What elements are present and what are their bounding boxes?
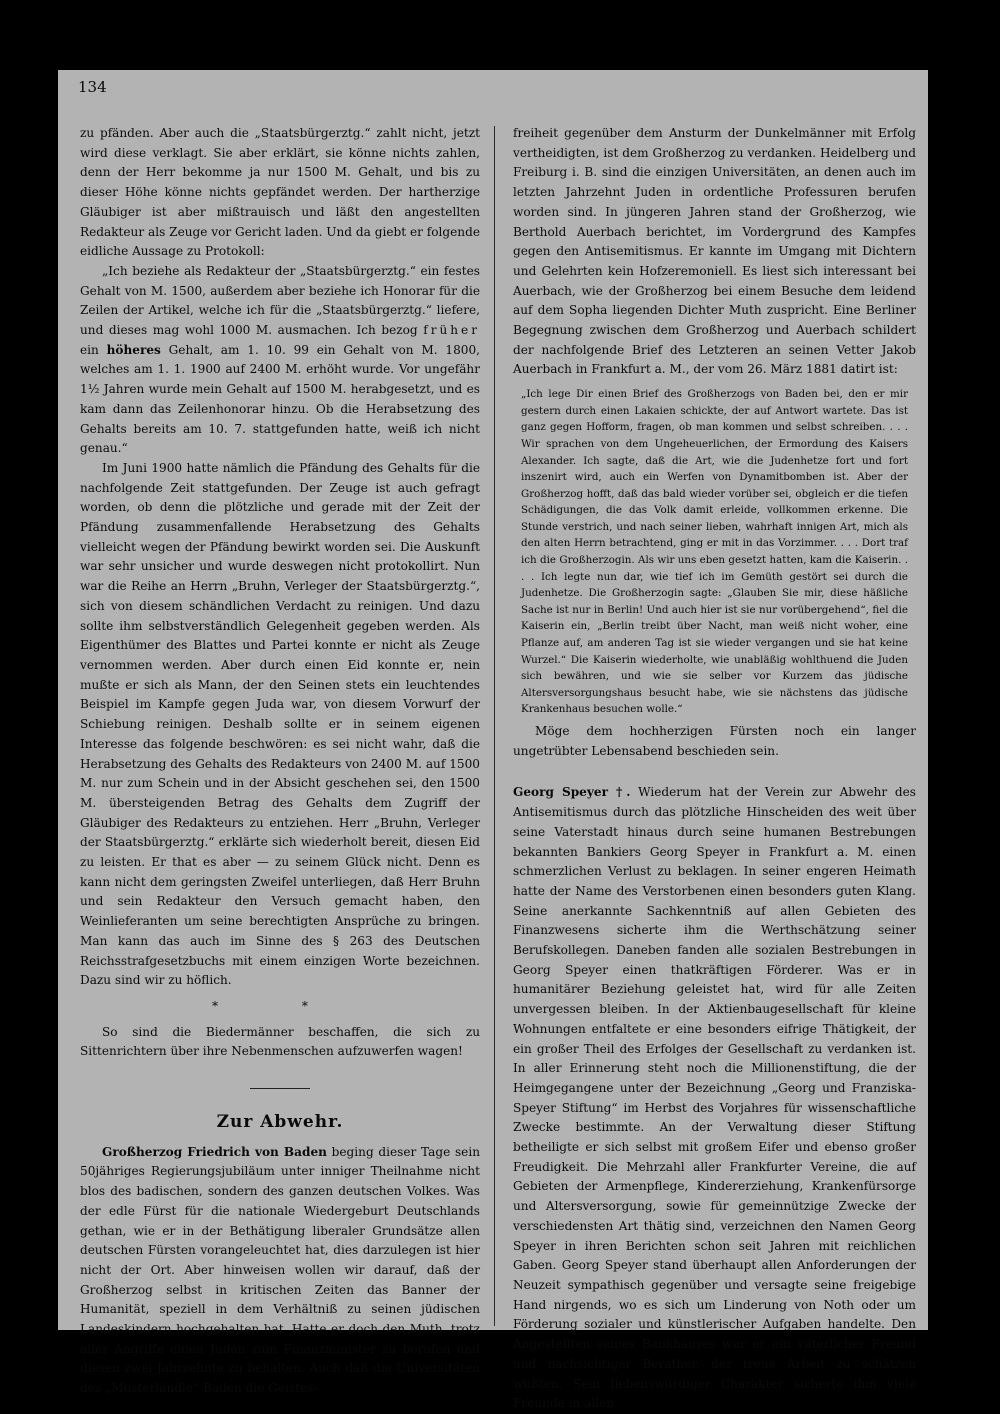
spacer [513,761,916,783]
asterisk-separator: * * [212,998,348,1013]
bold-text: höheres [106,342,161,357]
left-column [80,124,480,1399]
paragraph: Möge dem hochherzigen Fürsten noch ein langer ungetrübter Lebensabend beschieden sein. [513,724,916,758]
text: „Ich beziehe als Redakteur der „Staatsbürgerztg.“ ein festes Gehalt von M. 1500, außerdem aber beziehe ich Honorar für die Zeilen der Artikel, welche ich für die „Staatsbürgerztg.“ liefere, und dieses mag wohl 1000 M. ausmachen. Ich bezog [80,263,480,338]
text: Gehalt, am 1. 10. 99 ein Gehalt von M. 1800, welches am 1. 1. 1900 auf 2400 M. erhöht wurde. Vor ungefähr 1½ Jahren wurde mein Gehalt auf 1500 M. herabgesetzt, und es kam dann das Zeilenhonorar hinzu. Ob die Herabsetzung des Gehalts bereits am 10. 7. stattgefunden hatte, weiß ich nicht genau.“ [80,342,480,456]
section-rule [250,1088,310,1089]
paragraph: So sind die Biedermänner beschaffen, die sich zu Sittenrichtern über ihre Nebenmenschen aufzuwerfen wagen! [80,1024,480,1059]
paragraph: freiheit gegenüber dem Ansturm der Dunkelmänner mit Erfolg vertheidigten, ist dem Großherzog zu verdanken. Heidelberg und Freiburg i. B. sind die einzigen Universitäten, an denen auch im letzten Jahrzehnt Juden in ordentliche Professuren berufen worden sind. In jüngeren Jahren stand der Großherzog, wie Berthold Auerbach berichtet, im Vordergrund des Kampfes gegen den Antisemitismus. Er kannte im Umgang mit Dichtern und Gelehrten kein Hofzeremoniell. Es liest sich interessant bei Auerbach, wie der Großherzog bei einem Besuche dem leidend auf dem Sopha liegenden Dichter Muth zuspricht. Eine Berliner Begegnung zwischen dem Großherzog und Auerbach schildert der nachfolgende Brief des Letzteren an seinen Vetter Jakob Auerbach in Frankfurt a. M., der vom 26. März 1881 datirt ist: [513,126,916,377]
right-column [513,124,916,1414]
text: beging dieser Tage sein 50jähriges Regierungsjubiläum unter inniger Theilnahme nicht blos des badischen, sondern des ganzen deutschen Volkes. Was der edle Fürst für die nationale Wiedergeburt Deutschlands gethan, wie er in der Bethätigung liberaler Grundsätze allen deutschen Fürsten vorangeleuchtet hat, dies darzulegen ist hier nicht der Ort. Aber hinweisen wollen wir darauf, daß der Großherzog selbst in kritischen Zeiten das Banner der Humanität, speziell in dem Verhältniß zu seinen jüdischen Landeskindern hochgehalten hat. Hatte er doch den Muth, trotz aller Angriffe einen Juden zum Finanzminister zu berufen und diesen zwei Jahrzehnte zu behalten. Auch daß die Universitäten des „Musterländle“ Baden die Geistes- [80,1144,480,1396]
quoted-testimony [80,262,480,459]
paragraph [513,783,916,1414]
paragraph: zu pfänden. Aber auch die „Staatsbürgerztg.“ zahlt nicht, jetzt wird diese verklagt. Sie aber erklärt, sie könne nichts zahlen, denn der Herr bekomme ja nur 1500 M. Gehalt, und bis zu dieser Höhe könne nichts gepfändet werden. Der hartherzige Gläubiger ist aber mißtrauisch und läßt den angestellten Redakteur als Zeuge vor Gericht laden. Und da giebt er folgende eidliche Aussage zu Protokoll: [80,126,480,259]
bold-lead: Georg Speyer †. [513,785,631,800]
newspaper-page [58,70,928,1411]
spaced-text: früher [423,323,480,338]
paragraph [80,1143,480,1399]
paragraph: Im Juni 1900 hatte nämlich die Pfändung des Gehalts für die nachfolgende Zeit stattgefunden. Der Zeuge ist auch gefragt worden, ob denn die plötzliche und gerade mit der Zeit der Pfändung zusammenfallende Herabsetzung des Gehalts vielleicht wegen der Pfändung bewirkt worden sei. Die Auskunft war sehr unsicher und wurde deswegen nicht protokollirt. Nun war die Reihe an Herrn „Bruhn, Verleger der Staatsbürgerztg.“, sich von diesem schändlichen Verdacht zu reinigen. Und dazu sollte ihm selbstverständlich Gelegenheit gegeben werden. Als Eigenthümer des Blattes und Partei konnte er nicht als Zeuge vernommen werden. Aber durch einen Eid konnte er, nein mußte er sich als Mann, der den Seinen stets ein leuchtendes Beispiel im Kampfe gegen Juda war, von diesem Vorwurf der Schiebung reinigen. Deshalb sollte er in seinem eigenen Interesse das folgende beschwören: es sei nicht wahr, daß die Herabsetzung des Gehalts des Redakteurs von 2400 M. auf 1500 M. nur zum Schein und in der Absicht geschehen sei, den 1500 M. übersteigenden Betrag des Gehalts dem Zugriff der Gläubiger des Redakteurs zu entziehen. Herr „Bruhn, Verleger der Staatsbürgerztg.“ erklärte sich wiederholt bereit, diesen Eid zu leisten. Er that es aber — zu seinem Glück nicht. Denn es kann nicht dem geringsten Zweifel unterliegen, daß Herr Bruhn und sein Redakteur den Versuch gemacht haben, den Weinlieferanten um seine berechtigten Ansprüche zu bringen. Man kann das auch im Sinne des § 263 des Deutschen Reichsstrafgesetzbuchs mit einem einzigen Worte bezeichnen. Dazu sind wir zu höflich. [80,460,480,988]
letter-quote: „Ich lege Dir einen Brief des Großherzogs von Baden bei, den er mir gestern durch einen Lakaien schickte, der auf Antwort wartete. Das ist ganz gegen Hofform, fragen, ob man kommen und selbst schreiben. . . . Wir sprachen von dem Ungeheuerlichen, der Ermordung des Kaisers Alexander. Ich sagte, daß die Art, wie die Judenhetze fort und fort inszenirt wird, auch ein Werfen von Dynamitbomben ist. Aber der Großherzog hofft, daß das bald wieder vorüber sei, obgleich er die tiefen Schädigungen, die das Volk damit erleide, vollkommen erkenne. Die Stunde verstrich, und nach seiner lieben, wahrhaft innigen Art, mich als den alten Herrn betrachtend, ging er mit in das Vorzimmer. . . . Dort traf ich die Großherzogin. Als wir uns eben gesetzt hatten, kam die Kaiserin. . . . Ich legte nun dar, wie tief ich im Gemüth gestört sei durch die Judenhetze. Die Großherzogin sagte: „Glauben Sie mir, diese häßliche Sache ist nur in Berlin! Und auch hier ist sie nur vorübergehend“, fiel die Kaiserin ein, „Berlin treibt über Nacht, man weiß nicht woher, eine Pflanze auf, am anderen Tag ist sie wieder vergangen und sie hat keine Wurzel.“ Die Kaiserin wiederholte, wie unabläßig wohlthuend die Juden sich bewähren, und wie sie selber vor Kurzem das jüdische Altersversorgungshaus besucht habe, wie sie nächstens das jüdische Krankenhaus besuchen wolle.“ [521,388,908,716]
text: Wiederum hat der Verein zur Abwehr des Antisemitismus durch das plötzliche Hinscheiden des weit über seine Vaterstadt hinaus durch seine humanen Bestrebungen bekannten Bankiers Georg Speyer in Frankfurt a. M. einen schmerzlichen Verlust zu beklagen. In seiner engeren Heimath hatte der Name des Verstorbenen einen besonders guten Klang. Seine anerkannte Sachkenntniß auf allen Gebieten des Finanzwesens sicherte ihm die Werthschätzung seiner Berufskollegen. Daneben fanden alle sozialen Bestrebungen in Georg Speyer einen thatkräftigen Förderer. Was er in humanitärer Beziehung geleistet hat, wird für alle Zeiten unvergessen bleiben. In der Aktienbaugesellschaft für kleine Wohnungen entfaltete er eine besonders eifrige Thätigkeit, der ein großer Theil des Erfolges der Gesellschaft zu verdanken ist. In aller Erinnerung steht noch die Millionenstiftung, die der Heimgegangene unter der Bezeichnung „Georg und Franziska-Speyer Stiftung“ im Herbst des Vorjahres für wissenschaftliche Zwecke bestimmte. An der Verwaltung dieser Stiftung betheiligte er sich selbst mit großem Eifer und ebenso großer Freudigkeit. Die Mehrzahl aller Frankfurter Vereine, die auf Gebieten der Armenpflege, Kindererziehung, Krankenfürsorge und Altersversorgung, sowie für gemeinnützige Zwecke der verschiedensten Art thätig sind, verzeichnen den Namen Georg Speyer in ihren Berichten schon seit Jahren mit reichlichen Gaben. Georg Speyer stand überhaupt allen Anforderungen der Neuzeit sympathisch gegenüber und versagte seine freigebige Hand nirgends, wo es sich um Linderung von Noth oder um Förderung sozialer und künstlerischer Aufgaben handelte. Den Angestellten seines Bankhauses war er ein väterlicher Freund und nachsichtiger Berather, der treue Arbeit zu schätzen wußten. Sein liebenswürdiger Charakter sicherte ihm viele Freunde in allen [513,785,916,1411]
section-heading: Zur Abwehr. [216,1112,344,1133]
page-number: 134 [78,78,107,96]
text: ein [80,342,107,357]
column-divider [494,126,495,1326]
bold-lead: Großherzog Friedrich von Baden [102,1144,327,1159]
